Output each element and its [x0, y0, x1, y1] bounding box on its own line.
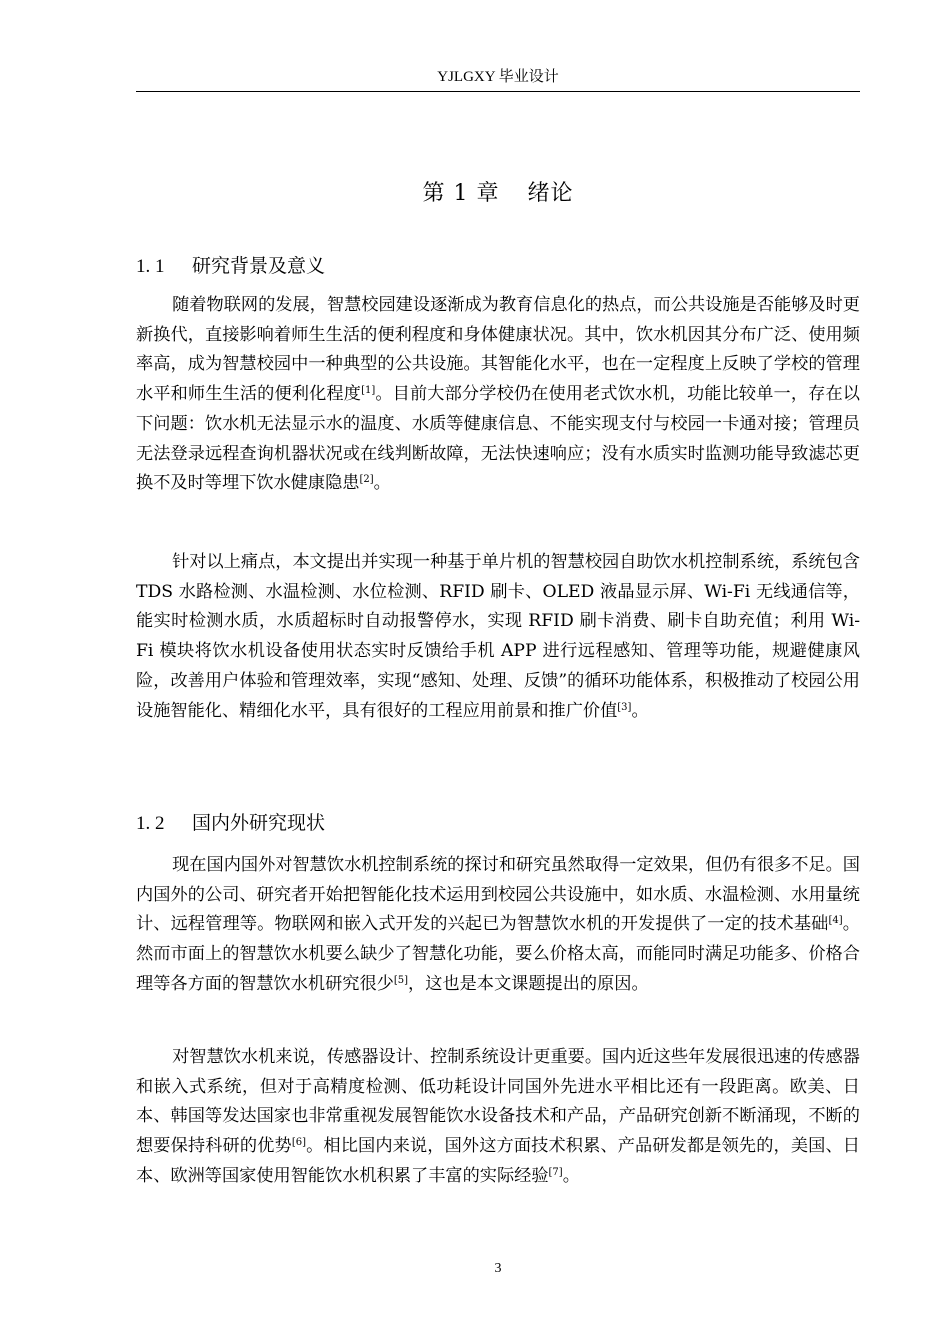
citation-7: [7] — [548, 1166, 563, 1178]
chapter-name: 绪论 — [527, 181, 574, 206]
citation-4: [4] — [828, 915, 843, 927]
paragraph-text: 。 — [562, 1165, 580, 1186]
section-title: 国内外研究现状 — [192, 812, 326, 834]
citation-5: [5] — [393, 974, 408, 986]
section-number: 1. 1 — [136, 256, 165, 277]
paragraph-text: ，这也是本文课题提出的原因。 — [408, 973, 649, 994]
paragraph-text: 。 — [373, 473, 391, 494]
chapter-title — [136, 177, 860, 211]
citation-1: [1] — [361, 385, 376, 397]
citation-3: [3] — [617, 701, 632, 713]
chapter-number: 第 1 章 — [422, 181, 500, 206]
paragraph-1-1-a — [136, 291, 860, 499]
paragraph-text: 。相比国内来说，国外这方面技术积累、产品研发都是领先的，美国、日本、欧洲等国家使用智能饮水机积累了丰富的实际经验 — [136, 1136, 860, 1186]
running-header: YJLGXY 毕业设计 — [437, 69, 559, 85]
paragraph-text: 现在国内国外对智慧饮水机控制系统的探讨和研究虽然取得一定效果，但仍有很多不足。国内国外的公司、研究者开始把智能化技术运用到校园公共设施中，如水质、水温检测、水用量统计、远程管理等。物联网和嵌入式开发的兴起已为智慧饮水机的开发提供了一定的技术基础 — [136, 855, 860, 935]
citation-2: [2] — [359, 474, 374, 486]
section-number: 1. 2 — [136, 813, 165, 834]
paragraph-1-2-a — [136, 851, 860, 1000]
header-rule — [136, 91, 860, 92]
paragraph-text: 对智慧饮水机来说，传感器设计、控制系统设计更重要。国内近这些年发展很迅速的传感器和嵌入式系统，但对于高精度检测、低功耗设计同国外先进水平相比还有一段距离。欧美、日本、韩国等发达国家也非常重视发展智能饮水设备技术和产品，产品研究创新不断涌现，不断的想要保持科研的优势 — [136, 1047, 860, 1157]
paragraph-text: 。目前大部分学校仍在使用老式饮水机，功能比较单一，存在以下问题：饮水机无法显示水的温度、水质等健康信息、不能实现支付与校园一卡通对接；管理员无法登录远程查询机器状况或在线判断故障，无法快速响应；没有水质实时监测功能导致滤芯更换不及时等埋下饮水健康隐患 — [136, 384, 860, 494]
page-number: 3 — [494, 1261, 502, 1276]
paragraph-text: 。然而市面上的智慧饮水机要么缺少了智慧化功能，要么价格太高，而能同时满足功能多、价格合理等各方面的智慧饮水机研究很少 — [136, 914, 860, 994]
paragraph-text: 。 — [631, 700, 649, 721]
paragraph-text: 随着物联网的发展，智慧校园建设逐渐成为教育信息化的热点，而公共设施是否能够及时更新换代，直接影响着师生生活的便利程度和身体健康状况。其中，饮水机因其分布广泛、使用频率高，成为智慧校园中一种典型的公共设施。其智能化水平，也在一定程度上反映了学校的管理水平和师生生活的便利化程度 — [136, 295, 860, 405]
paragraph-text: 针对以上痛点，本文提出并实现一种基于单片机的智慧校园自助饮水机控制系统，系统包含 TDS 水路检测、水温检测、水位检测、RFID 刷卡、OLED 液晶显示屏、Wi-Fi 无线通信等，能实时检测水质，水质超标时自动报警停水，实现 RFID 刷卡消费、刷卡自助充值；利用 Wi-Fi 模块将饮水机设备使用状态实时反馈给手机 APP 进行远程感知、管理等功能，规避健康风险，改善用户体验和管理效率，实现“感知、处理、反馈”的循环功能体系，积极推动了校园公用设施智能化、精细化水平，具有很好的工程应用前景和推广价值 — [136, 552, 860, 721]
section-title: 研究背景及意义 — [192, 255, 326, 277]
section-heading-1-1 — [136, 251, 860, 282]
citation-6: [6] — [291, 1137, 306, 1149]
paragraph-1-1-b — [136, 548, 860, 726]
section-heading-1-2 — [136, 808, 860, 839]
paragraph-1-2-b — [136, 1043, 860, 1192]
